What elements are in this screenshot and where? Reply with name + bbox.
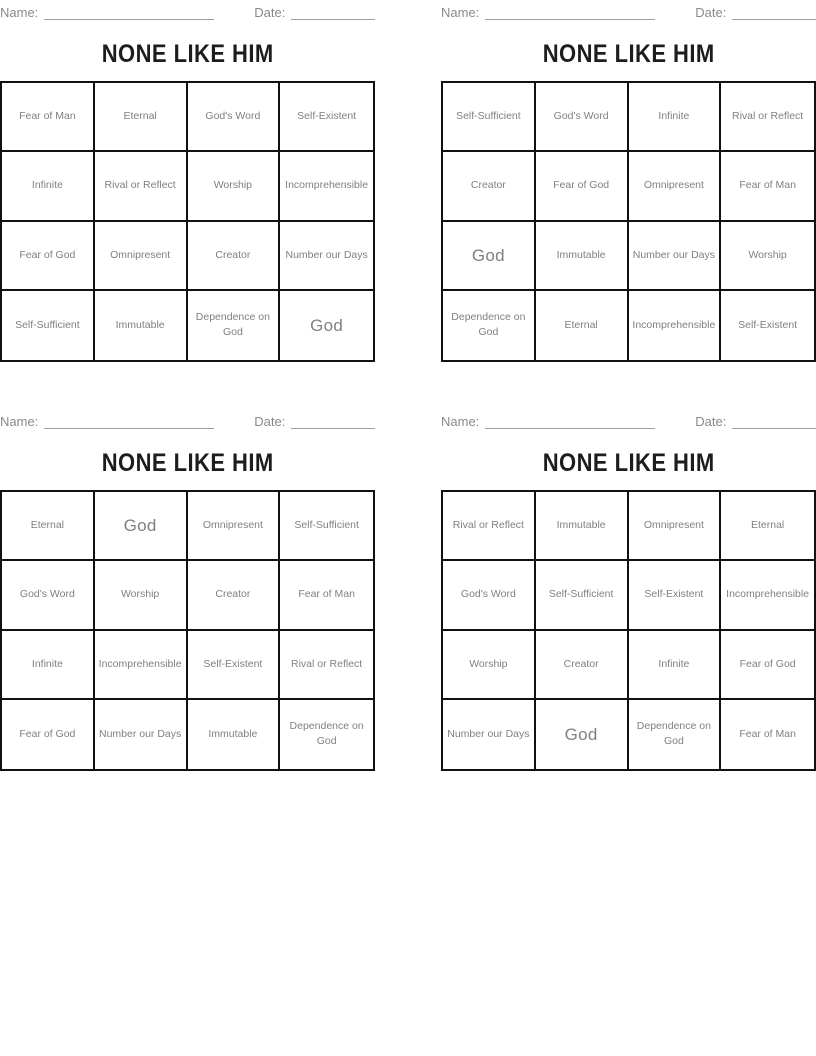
bingo-cell: Rival or Reflect	[443, 492, 536, 561]
bingo-card-top-right	[441, 0, 816, 362]
bingo-cell: Rival or Reflect	[95, 152, 188, 221]
bingo-cell: Immutable	[95, 291, 188, 360]
bingo-cell: Fear of God	[721, 631, 814, 700]
card-title-text: NONE LIKE HIM	[542, 449, 715, 477]
bingo-cell: Fear of Man	[739, 727, 796, 740]
bingo-cell: Incomprehensible	[629, 291, 722, 360]
name-label: Name:	[441, 5, 480, 20]
bingo-cell: Creator	[188, 561, 281, 630]
bingo-cell: Fear of God	[536, 152, 629, 221]
bingo-cell: God's Word	[536, 83, 629, 152]
bingo-cell: Dependence on God	[188, 291, 281, 360]
bingo-cell: Number our Days	[629, 222, 722, 291]
card-title	[0, 450, 375, 477]
bingo-cell: Self-Sufficient	[536, 561, 629, 630]
bingo-cell: Self-Existent	[629, 561, 722, 630]
date-blank-line	[291, 5, 375, 20]
name-label: Name:	[0, 5, 39, 20]
bingo-cell: Fear of God	[2, 700, 95, 769]
bingo-cell: Eternal	[721, 492, 814, 561]
card-title	[441, 41, 816, 68]
bingo-cell: Immutable	[536, 492, 629, 561]
name-blank-line	[485, 414, 655, 429]
card-title	[0, 41, 375, 68]
bingo-cell: Self-Sufficient	[280, 492, 373, 561]
date-label: Date:	[695, 5, 727, 20]
bingo-cell: Dependence on God	[629, 700, 722, 769]
bingo-cell: Infinite	[2, 152, 95, 221]
bingo-cell: Dependence on God	[443, 291, 536, 360]
card-title-text: NONE LIKE HIM	[542, 40, 715, 68]
bingo-grid	[441, 490, 816, 771]
bingo-cell: Immutable	[536, 222, 629, 291]
date-label: Date:	[695, 414, 727, 429]
bingo-cell: Fear of God	[2, 222, 95, 291]
card-title-text: NONE LIKE HIM	[101, 449, 274, 477]
bingo-cell: Incomprehensible	[721, 561, 814, 630]
bingo-cell: Eternal	[2, 492, 95, 561]
bingo-cell: Fear of Man	[721, 152, 814, 221]
bingo-cell: Infinite	[2, 631, 95, 700]
bingo-cell: Creator	[536, 631, 629, 700]
card-header	[0, 0, 375, 20]
bingo-card-bottom-left	[0, 409, 375, 771]
date-blank-line	[732, 414, 816, 429]
bingo-cell: Omnipresent	[629, 492, 722, 561]
bingo-cell: Infinite	[629, 631, 722, 700]
bingo-cell: God's Word	[443, 561, 536, 630]
date-label: Date:	[254, 5, 286, 20]
name-blank-line	[44, 5, 214, 20]
card-title	[441, 450, 816, 477]
bingo-cell: Incomprehensible	[95, 631, 188, 700]
date-blank-line	[732, 5, 816, 20]
bingo-cell: Eternal	[95, 83, 188, 152]
bingo-cell: Self-Sufficient	[443, 83, 536, 152]
bingo-cell: Infinite	[629, 83, 722, 152]
card-header	[0, 409, 375, 429]
bingo-cell: Omnipresent	[629, 152, 722, 221]
name-blank-line	[485, 5, 655, 20]
bingo-cell: Creator	[443, 152, 536, 221]
bingo-cell: Eternal	[536, 291, 629, 360]
bingo-cell-free: God	[95, 492, 188, 561]
card-header	[441, 0, 816, 20]
bingo-cell-free: God	[536, 700, 629, 769]
name-label: Name:	[441, 414, 480, 429]
bingo-card-top-left	[0, 0, 375, 362]
bingo-cell: Fear of Man	[2, 83, 95, 152]
bingo-grid	[441, 81, 816, 362]
bingo-cell: Worship	[95, 561, 188, 630]
bingo-cell: Omnipresent	[188, 492, 281, 561]
bingo-cell: Worship	[443, 631, 536, 700]
bingo-cell: Self-Existent	[188, 631, 281, 700]
name-label: Name:	[0, 414, 39, 429]
bingo-cell: Self-Existent	[280, 83, 373, 152]
bingo-cell: Fear of Man	[280, 561, 373, 630]
card-title-text: NONE LIKE HIM	[101, 40, 274, 68]
bingo-cell: God's Word	[2, 561, 95, 630]
bingo-cell: Omnipresent	[95, 222, 188, 291]
date-label: Date:	[254, 414, 286, 429]
bingo-cell: God's Word	[188, 83, 281, 152]
bingo-grid	[0, 490, 375, 771]
bingo-cell-free: God	[443, 222, 536, 291]
bingo-cell: Rival or Reflect	[280, 631, 373, 700]
bingo-cell: Number our Days	[280, 222, 373, 291]
bingo-cell: Self-Existent	[738, 318, 798, 331]
bingo-cell: Incomprehensible	[280, 152, 373, 221]
bingo-card-bottom-right	[441, 409, 816, 771]
bingo-cell: Rival or Reflect	[721, 83, 814, 152]
bingo-cell: Number our Days	[95, 700, 188, 769]
bingo-cell: Number our Days	[443, 700, 536, 769]
bingo-cell: Creator	[188, 222, 281, 291]
name-blank-line	[44, 414, 214, 429]
bingo-cell: Immutable	[188, 700, 281, 769]
bingo-grid	[0, 81, 375, 362]
card-header	[441, 409, 816, 429]
date-blank-line	[291, 414, 375, 429]
bingo-cell: Dependence on God	[289, 720, 364, 748]
bingo-cell-free: God	[310, 315, 344, 335]
bingo-cell: Worship	[721, 222, 814, 291]
bingo-cell: Self-Sufficient	[2, 291, 95, 360]
bingo-cell: Worship	[188, 152, 281, 221]
